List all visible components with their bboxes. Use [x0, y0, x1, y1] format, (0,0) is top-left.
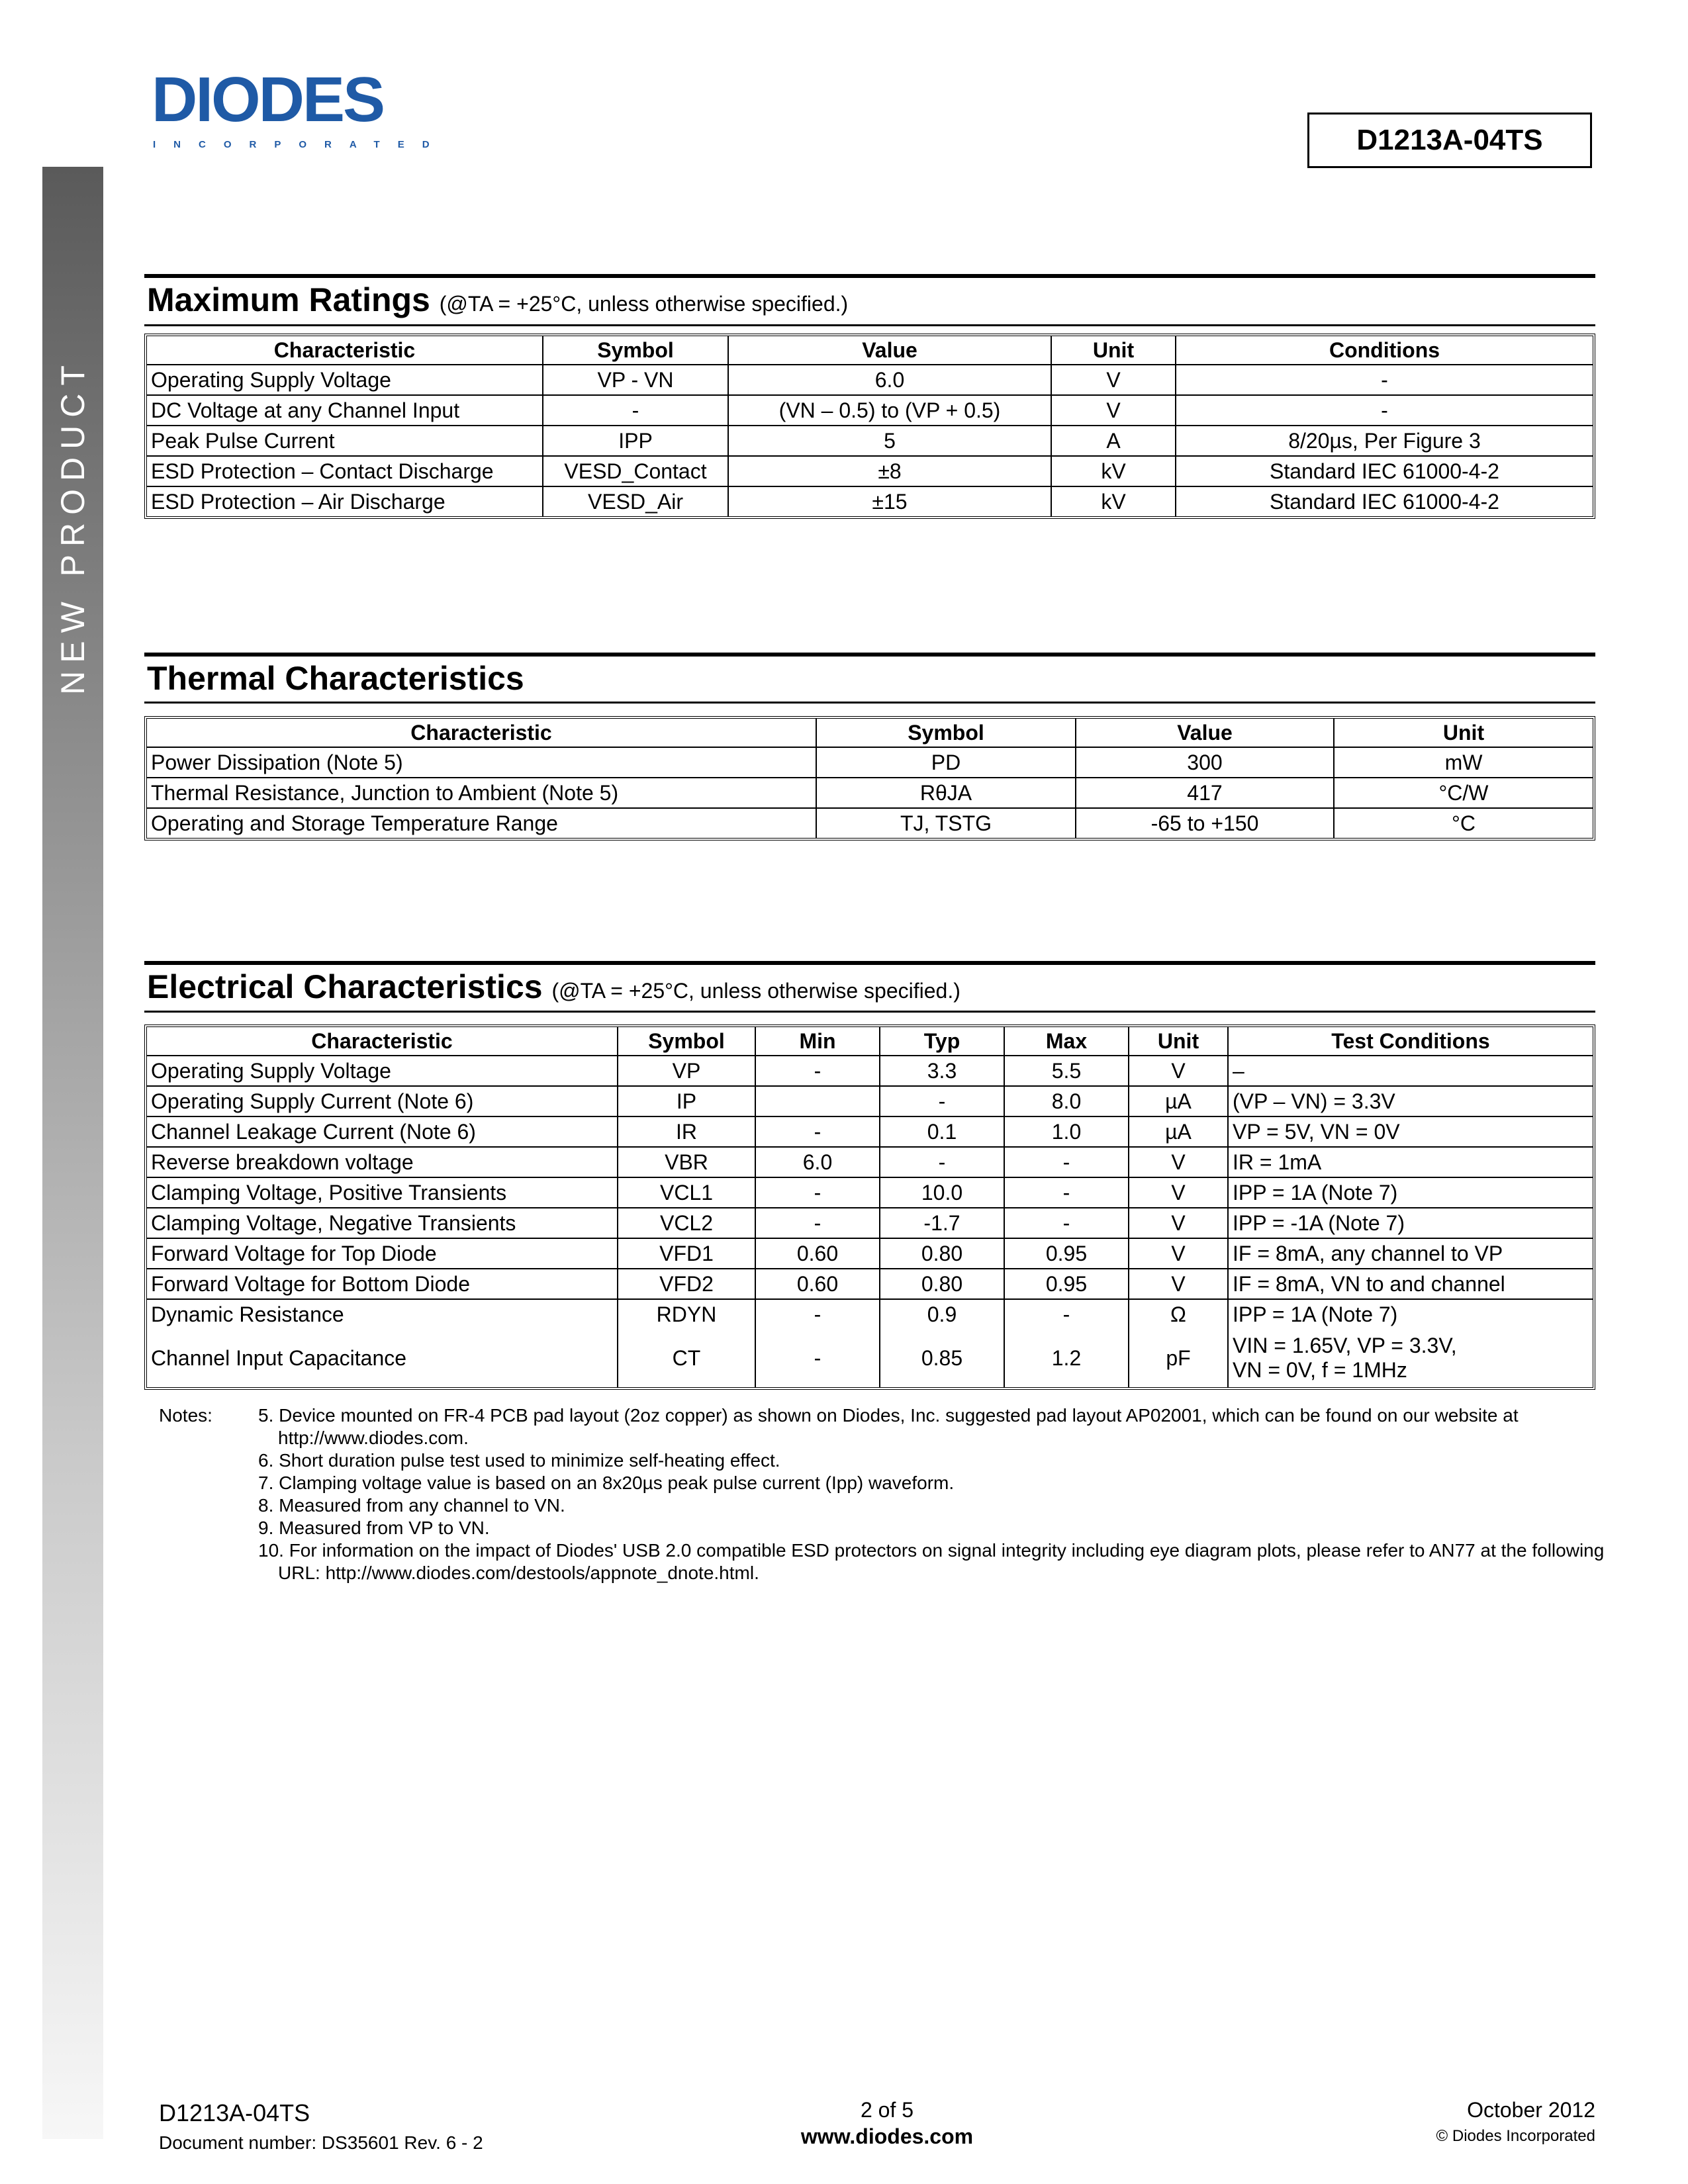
table-cell: °C/W [1335, 778, 1593, 809]
table-cell: V [1129, 1239, 1229, 1269]
table-cell: -1.7 [880, 1208, 1005, 1239]
table-cell: - [756, 1056, 880, 1087]
part-number: D1213A-04TS [1356, 124, 1543, 156]
column-header: Characteristic [147, 1027, 618, 1056]
column-header: Value [1076, 719, 1335, 748]
table-row [147, 1208, 1593, 1239]
cond-line-2: VN = 0V, f = 1MHz [1233, 1358, 1407, 1382]
table-cell: 5 [729, 426, 1052, 457]
table-cell: 3.3 [880, 1056, 1005, 1087]
column-header: Symbol [618, 1027, 756, 1056]
table-cell: kV [1052, 487, 1176, 516]
table-cell: Operating Supply Current (Note 6) [147, 1087, 618, 1117]
thermal-heading [147, 659, 524, 698]
table-cell: µA [1129, 1087, 1229, 1117]
cell-unit: pF [1129, 1329, 1229, 1387]
table-cell: 0.1 [880, 1117, 1005, 1148]
footer-document-number: Document number: DS35601 Rev. 6 - 2 [159, 2132, 483, 2153]
table-cell: Clamping Voltage, Positive Transients [147, 1178, 618, 1208]
table-cell: VFD1 [618, 1239, 756, 1269]
table-cell: IPP = 1A (Note 7) [1233, 1302, 1398, 1326]
table-row [147, 809, 1593, 838]
table-cell: 10.0 [880, 1178, 1005, 1208]
table-cell: Channel Leakage Current (Note 6) [147, 1117, 618, 1148]
table-cell: RDYN [618, 1300, 756, 1329]
table-cell: - [756, 1208, 880, 1239]
table-cell: RθJA [817, 778, 1076, 809]
part-number-box [1307, 113, 1592, 168]
table-cell: 1.0 [1005, 1117, 1129, 1148]
logo-subtext: INCORPORATED [153, 139, 447, 150]
table-row [147, 365, 1593, 396]
table-cell: - [880, 1087, 1005, 1117]
column-header: Symbol [543, 336, 729, 365]
table-cell: VCL2 [618, 1208, 756, 1239]
table-header-row [147, 336, 1593, 365]
table-cell: IPP = -1A (Note 7) [1229, 1208, 1593, 1239]
column-header: Typ [880, 1027, 1005, 1056]
table-cell: - [1005, 1300, 1129, 1329]
footer-copyright: © Diodes Incorporated [1436, 2127, 1595, 2145]
column-header: Conditions [1176, 336, 1593, 365]
table-cell: V [1052, 396, 1176, 426]
column-header: Unit [1129, 1027, 1229, 1056]
table-row [147, 426, 1593, 457]
cell-min: - [756, 1329, 880, 1387]
table-cell: IPP [543, 426, 729, 457]
table-cell: 8/20µs, Per Figure 3 [1176, 426, 1593, 457]
cell-typ: 0.85 [880, 1329, 1005, 1387]
table-cell: TJ, TSTG [817, 809, 1076, 838]
table-cell: IP [618, 1087, 756, 1117]
note-item: 8. Measured from any channel to VN. [258, 1495, 565, 1516]
column-header: Max [1005, 1027, 1129, 1056]
column-header: Min [756, 1027, 880, 1056]
table-cell: DC Voltage at any Channel Input [147, 396, 543, 426]
table-cell: - [1005, 1178, 1129, 1208]
table-cell: Operating Supply Voltage [147, 1056, 618, 1087]
section-rule [144, 961, 1595, 965]
table-cell: 0.60 [756, 1269, 880, 1300]
electrical-condition: (@TA = +25°C, unless otherwise specified.) [551, 979, 961, 1003]
table-cell: - [756, 1117, 880, 1148]
notes-label: Notes: [159, 1405, 212, 1426]
section-rule [144, 1011, 1595, 1013]
table-row [147, 1269, 1593, 1300]
column-header: Test Conditions [1229, 1027, 1593, 1056]
column-header: Characteristic [147, 336, 543, 365]
electrical-heading [147, 968, 961, 1006]
table-cell: VFD2 [618, 1269, 756, 1300]
table-cell: IR = 1mA [1229, 1148, 1593, 1178]
table-cell: - [1176, 396, 1593, 426]
table-cell: 0.95 [1005, 1239, 1129, 1269]
thermal-title: Thermal Characteristics [147, 660, 524, 697]
table-row [147, 1148, 1593, 1178]
table-cell: – [1229, 1056, 1593, 1087]
table-cell: IPP = 1A (Note 7) [1229, 1178, 1593, 1208]
table-row [147, 457, 1593, 487]
table-cell: °C [1452, 811, 1476, 835]
table-cell: VP = 5V, VN = 0V [1229, 1117, 1593, 1148]
table-cell: ±15 [729, 487, 1052, 516]
max-ratings-condition: (@TA = +25°C, unless otherwise specified.) [439, 292, 849, 316]
cell-test-conditions [1229, 1329, 1593, 1387]
table-cell: (VN – 0.5) to (VP + 0.5) [729, 396, 1052, 426]
footer-website: www.diodes.com [800, 2124, 974, 2148]
table-row [147, 1239, 1593, 1269]
table-cell: 0.80 [880, 1269, 1005, 1300]
section-rule [144, 653, 1595, 657]
table-cell: PD [817, 748, 1076, 778]
table-row [147, 487, 1593, 516]
table-cell: Standard IEC 61000-4-2 [1270, 489, 1499, 514]
table-row [147, 1300, 1593, 1329]
table-cell: 417 [1076, 778, 1335, 809]
table-cell: 8.0 [1005, 1087, 1129, 1117]
cond-line-1: VIN = 1.65V, VP = 3.3V, [1233, 1334, 1457, 1357]
cell-max: 1.2 [1005, 1329, 1129, 1387]
column-header: Characteristic [147, 719, 817, 748]
table-row [147, 396, 1593, 426]
column-header: Value [729, 336, 1052, 365]
note-item: 6. Short duration pulse test used to minimize self-heating effect. [258, 1450, 780, 1471]
table-cell: µA [1129, 1117, 1229, 1148]
table-cell: -65 to +150 [1076, 809, 1335, 838]
table-cell: Power Dissipation (Note 5) [147, 748, 817, 778]
table-cell: Peak Pulse Current [147, 426, 543, 457]
table-cell: 0.60 [756, 1239, 880, 1269]
table-cell: A [1052, 426, 1176, 457]
column-header: Symbol [817, 719, 1076, 748]
table-cell: kV [1052, 457, 1176, 487]
table-cell: IF = 8mA, any channel to VP [1229, 1239, 1593, 1269]
table-cell: VESD_Air [543, 487, 729, 516]
table-cell: ESD Protection – Air Discharge [147, 487, 543, 516]
table-cell: 0.80 [880, 1239, 1005, 1269]
table-cell: V [1129, 1208, 1229, 1239]
table-cell: Operating Supply Voltage [147, 365, 543, 396]
table-cell: VESD_Contact [543, 457, 729, 487]
table-cell: ±8 [729, 457, 1052, 487]
table-row [147, 1117, 1593, 1148]
note-item: 5. Device mounted on FR-4 PCB pad layout (2oz copper) as shown on Diodes, Inc. suggested pad layout AP02001, which can be found on our website at http://www.diodes.com. [258, 1405, 1519, 1448]
table-cell: V [1129, 1178, 1229, 1208]
table-cell: - [543, 396, 729, 426]
table-cell [756, 1087, 880, 1117]
table-row [147, 778, 1593, 809]
table-cell: Dynamic Resistance [147, 1300, 618, 1329]
section-rule [144, 702, 1595, 704]
table-cell: VP [618, 1056, 756, 1087]
column-header: Unit [1052, 336, 1176, 365]
table-cell: 5.5 [1005, 1056, 1129, 1087]
table-cell: Ω [1129, 1300, 1229, 1329]
table-row [147, 1178, 1593, 1208]
table-cell: IR [618, 1117, 756, 1148]
table-header-row [147, 1027, 1593, 1056]
table-cell: - [1005, 1148, 1129, 1178]
table-row [147, 748, 1593, 778]
table-cell: Thermal Resistance, Junction to Ambient (Note 5) [147, 778, 817, 809]
table-cell: 300 [1076, 748, 1335, 778]
table-cell: 0.9 [880, 1300, 1005, 1329]
table-cell: IF = 8mA, VN to and channel [1229, 1269, 1593, 1300]
diodes-logo [149, 69, 453, 156]
table-cell: Forward Voltage for Bottom Diode [147, 1269, 618, 1300]
notes-list [258, 1404, 1609, 1584]
table-cell: - [756, 1300, 880, 1329]
table-cell: - [880, 1148, 1005, 1178]
table-cell: ESD Protection – Contact Discharge [147, 457, 543, 487]
column-header: Unit [1335, 719, 1593, 748]
table-cell: Operating and Storage Temperature Range [147, 809, 817, 838]
cell-characteristic: Channel Input Capacitance [147, 1329, 618, 1387]
table-row [147, 1329, 1593, 1387]
table-cell: 6.0 [756, 1148, 880, 1178]
max-ratings-heading [147, 281, 848, 319]
sidebar-label: NEW PRODUCT [54, 357, 91, 695]
logo-text: DIODES [152, 69, 384, 135]
table-cell: VCL1 [618, 1178, 756, 1208]
table-cell: Standard IEC 61000-4-2 [1176, 457, 1593, 487]
section-rule [144, 324, 1595, 326]
table-row [147, 1087, 1593, 1117]
section-rule [144, 274, 1595, 278]
table-cell: - [1005, 1208, 1129, 1239]
footer-part-number: D1213A-04TS [159, 2099, 310, 2126]
note-item: 9. Measured from VP to VN. [258, 1518, 490, 1538]
table-cell: VP - VN [543, 365, 729, 396]
table-cell: mW [1335, 748, 1593, 778]
electrical-table [144, 1024, 1595, 1390]
table-cell: V [1129, 1148, 1229, 1178]
table-cell: Reverse breakdown voltage [147, 1148, 618, 1178]
table-cell: V [1052, 365, 1176, 396]
table-cell: (VP – VN) = 3.3V [1229, 1087, 1593, 1117]
thermal-table [144, 716, 1595, 841]
footer-page: 2 of 5 [860, 2098, 914, 2122]
table-cell: 0.95 [1005, 1269, 1129, 1300]
table-cell: V [1129, 1056, 1229, 1087]
footer-date: October 2012 [1467, 2098, 1595, 2122]
table-cell: Clamping Voltage, Negative Transients [147, 1208, 618, 1239]
note-item: 7. Clamping voltage value is based on an 8x20µs peak pulse current (Ipp) waveform. [258, 1473, 955, 1493]
table-cell: V [1129, 1269, 1229, 1300]
table-cell: - [756, 1178, 880, 1208]
max-ratings-table [144, 334, 1595, 519]
table-cell: VBR [618, 1148, 756, 1178]
table-cell: 6.0 [729, 365, 1052, 396]
table-cell: - [1176, 365, 1593, 396]
cell-symbol: CT [618, 1329, 756, 1387]
electrical-title: Electrical Characteristics [147, 968, 543, 1005]
table-row [147, 1056, 1593, 1087]
table-header-row [147, 719, 1593, 748]
max-ratings-title: Maximum Ratings [147, 281, 430, 318]
table-cell: Forward Voltage for Top Diode [147, 1239, 618, 1269]
note-item: 10. For information on the impact of Diodes' USB 2.0 compatible ESD protectors on signal integrity including eye diagram plots, please refer to AN77 at the following URL: http://www.diodes.com/destools/appnote_dnote.html. [258, 1540, 1605, 1583]
